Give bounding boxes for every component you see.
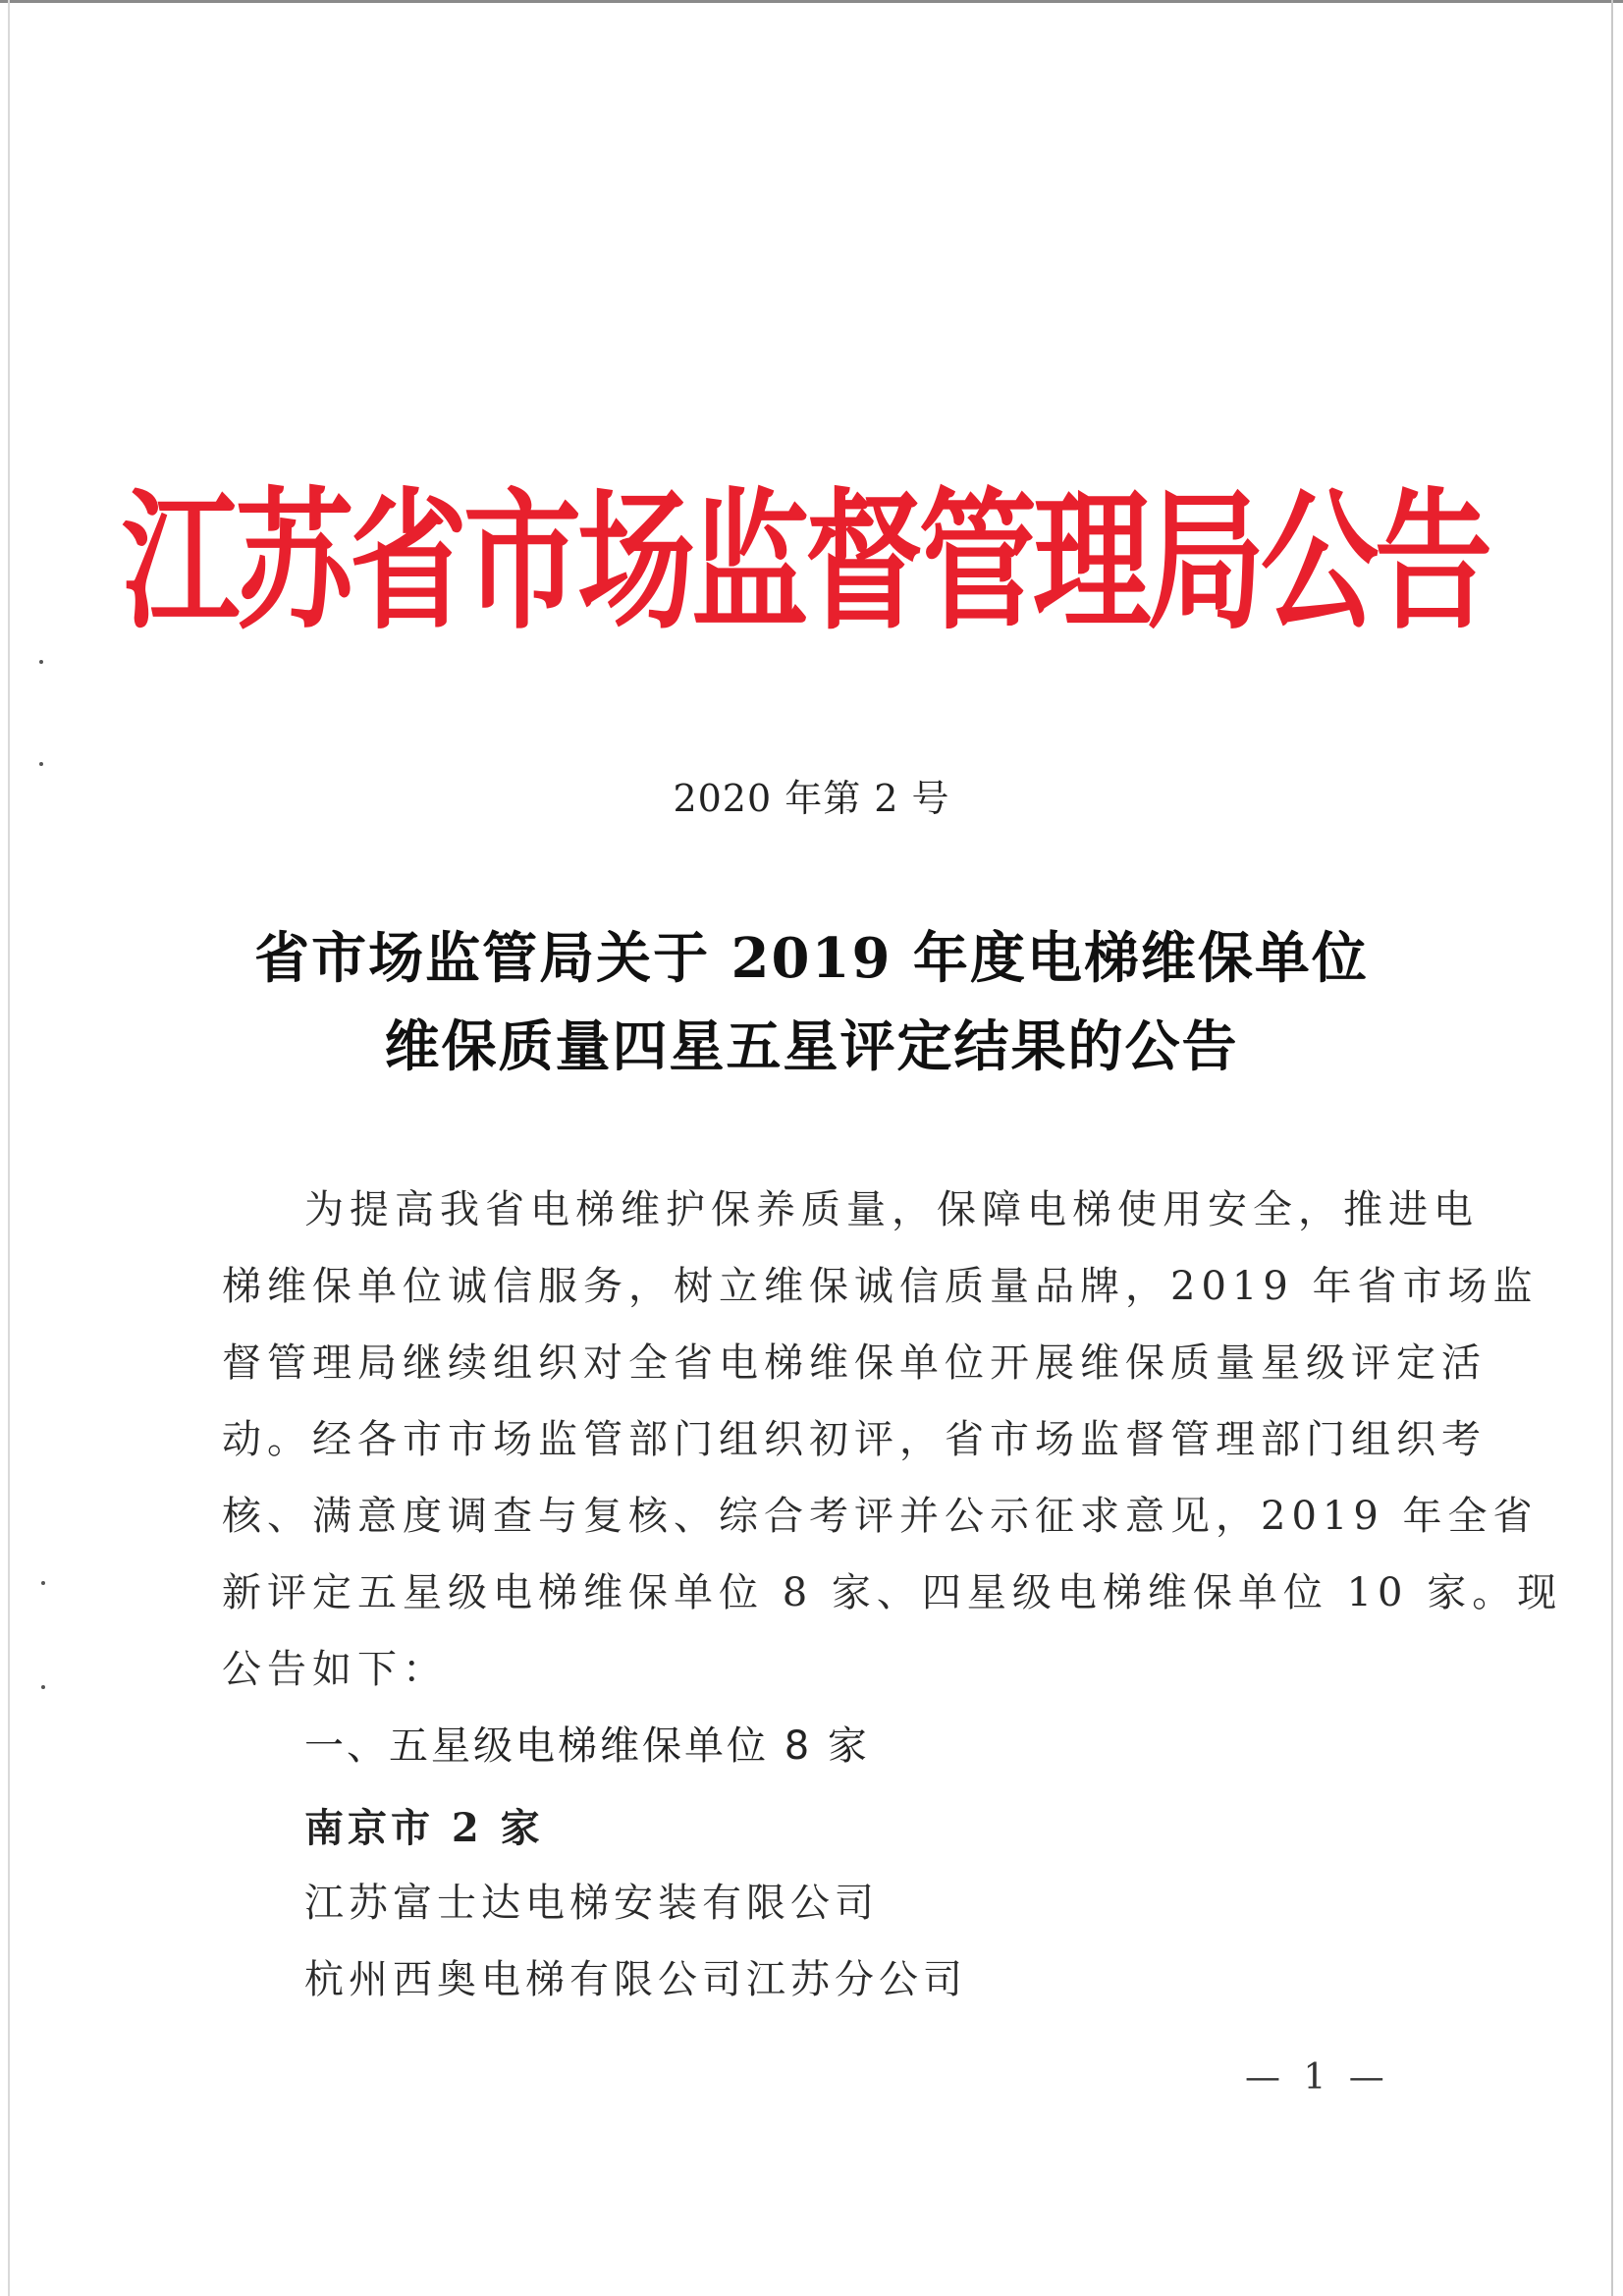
scan-top-edge — [0, 0, 1623, 3]
scan-speck — [41, 1685, 45, 1689]
scan-speck — [39, 762, 43, 766]
body-line: 核、满意度调查与复核、综合考评并公示征求意见，2019 年全省 — [222, 1494, 1539, 1539]
scan-speck — [41, 1581, 45, 1585]
body-line: 督管理局继续组织对全省电梯维保单位开展维保质量星级评定活 — [222, 1340, 1487, 1386]
scan-left-edge — [8, 0, 10, 2296]
city-subheading: 南京市 2 家 — [304, 1805, 544, 1851]
scan-right-edge — [1611, 0, 1613, 2296]
document-number: 2020 年第 2 号 — [673, 777, 950, 820]
body-line: 为提高我省电梯维护保养质量，保障电梯使用安全，推进电 — [304, 1187, 1479, 1232]
notice-title-line-2: 维保质量四星五星评定结果的公告 — [384, 1014, 1239, 1079]
agency-masthead: 江苏省市场监督管理局公告 — [122, 472, 1488, 651]
page-number: — 1 — — [1245, 2057, 1390, 2098]
body-line: 公告如下： — [222, 1647, 448, 1692]
company-name: 杭州西奥电梯有限公司江苏分公司 — [304, 1957, 967, 2002]
notice-title-line-1: 省市场监管局关于 2019 年度电梯维保单位 — [254, 926, 1369, 991]
section-heading: 一、五星级电梯维保单位 8 家 — [304, 1723, 870, 1769]
scan-speck — [39, 660, 43, 664]
body-line: 动。经各市市场监管部门组织初评，省市场监督管理部门组织考 — [222, 1417, 1487, 1462]
body-line: 梯维保单位诚信服务，树立维保诚信质量品牌，2019 年省市场监 — [222, 1264, 1539, 1309]
body-line: 新评定五星级电梯维保单位 8 家、四星级电梯维保单位 10 家。现 — [222, 1570, 1563, 1615]
company-name: 江苏富士达电梯安装有限公司 — [304, 1881, 879, 1926]
